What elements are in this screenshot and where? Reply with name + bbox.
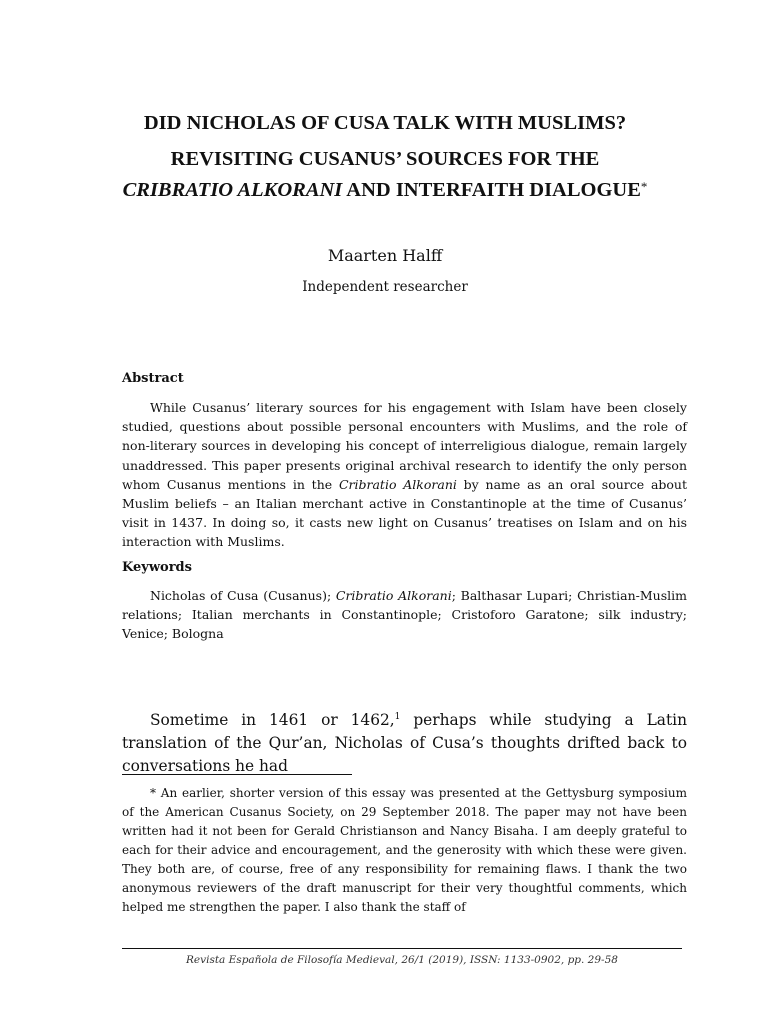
keywords-text-part-2: ; Balthasar Lupari; Christian-Muslim relations; Italian merchants in Constantinople; Cristoforo Garatone; silk industry; Venice; Bologna <box>122 588 687 642</box>
footnote-text: * An earlier, shorter version of this essay was presented at the Gettysburg symposium of the American Cusanus Society, on 29 September 2018. The paper may not have been written had it not been for Gerald Christianson and Nancy Bisaha. I am deeply grateful to each for their advice and encouragement, and the generosity with which these were given. They both are, of course, free of any responsibility for remaining flaws. I thank the two anonymous reviewers of the draft manuscript for their very thoughtful comments, which helped me strengthen the paper. I also thank the staff of <box>122 786 687 914</box>
body-paragraph <box>122 706 687 778</box>
title-line-3-rest: AND INTERFAITH DIALOGUE <box>342 179 641 201</box>
abstract-heading: Abstract <box>122 371 184 386</box>
abstract-text <box>122 398 687 552</box>
footer-rule <box>122 948 682 949</box>
keywords-italic-work: Cribratio Alkorani <box>335 588 452 603</box>
abstract-italic-work: Cribratio Alkorani <box>338 476 457 492</box>
keywords-text-part-1: Nicholas of Cusa (Cusanus); <box>150 588 336 603</box>
author-affiliation: Independent researcher <box>302 279 468 295</box>
abstract-text-part-1: While Cusanus’ literary sources for his engagement with Islam have been closely studied, questions about possible personal encounters with Muslims, and the role of non-literary sources in developing his concept of interreligious dialogue, remain largely unaddressed. This paper presents original archival research to identify the only person whom Cusanus mentions in the <box>122 400 687 492</box>
title-line-2: REVISITING CUSANUS’ SOURCES FOR THE <box>170 148 600 170</box>
title-line-1: DID NICHOLAS OF CUSA TALK WITH MUSLIMS? <box>143 112 627 134</box>
body-footnote-marker[interactable]: 1 <box>394 712 401 722</box>
title-line-3 <box>60 174 710 203</box>
keywords-text <box>122 586 687 644</box>
footnote-separator <box>122 774 352 775</box>
author-name: Maarten Halff <box>327 246 443 265</box>
keywords-heading: Keywords <box>122 560 192 575</box>
title-italic-work: CRIBRATIO ALKORANI <box>122 179 343 201</box>
journal-citation: Revista Española de Filosofía Medieval, 26/1 (2019), ISSN: 1133-0902, pp. 29-58 <box>186 954 618 966</box>
body-text-part-1: Sometime in 1461 or 1462, <box>150 711 395 729</box>
abstract-text-part-2: by name as an oral source about Muslim beliefs – an Italian merchant active in Constantinople at the time of Cusanus’ visit in 1437. In doing so, it casts new light on Cusanus’ treatises on Islam and on his interaction with Muslims. <box>122 476 688 550</box>
body-text-part-2: perhaps while studying a Latin translation of the Qur’an, Nicholas of Cusa’s thoughts drifted back to conversations he had <box>122 711 687 775</box>
title-footnote-marker[interactable]: * <box>640 179 648 194</box>
